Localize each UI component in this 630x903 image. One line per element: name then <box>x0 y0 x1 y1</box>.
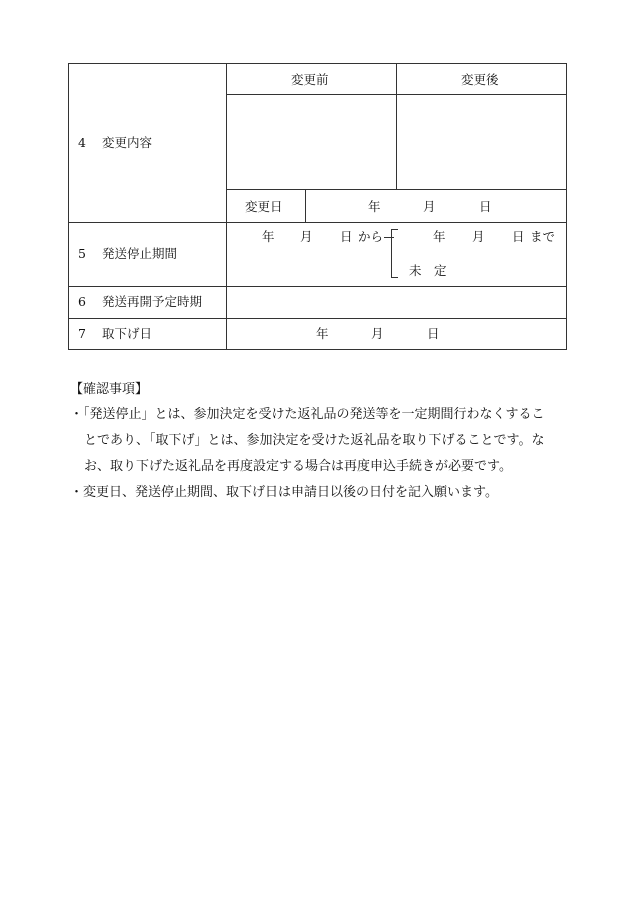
note-item2: ・変更日、発送停止期間、取下げ日は申請日以後の日付を記入願います。 <box>70 485 498 500</box>
change-date-day: 日 <box>479 199 492 214</box>
suspension-end-day: 日 <box>512 229 525 244</box>
note-item1-line1: ・「発送停止」とは、参加決定を受けた返礼品の発送等を一定期間行わなくするこ <box>70 407 545 422</box>
after-input-cell[interactable] <box>398 96 565 189</box>
table-border-left <box>68 63 69 350</box>
brace-top-tick <box>391 229 398 230</box>
row-label-change-content: 変更内容 <box>102 135 153 150</box>
table-border-top <box>68 63 567 64</box>
row-number-5: 5 <box>78 246 86 261</box>
row-label-resume-period: 発送再開予定時期 <box>102 294 203 309</box>
note-item1-line2: とであり、「取下げ」とは、参加決定を受けた返礼品を取り下げることです。な <box>84 433 545 448</box>
suspension-end-month: 月 <box>472 229 485 244</box>
before-input-cell[interactable] <box>228 96 395 189</box>
brace-bottom-tick <box>391 277 398 278</box>
suspension-until-text: まで <box>530 229 556 244</box>
change-date-label: 変更日 <box>245 199 283 214</box>
brace-mid-tick <box>384 237 394 238</box>
withdrawal-year: 年 <box>316 326 329 341</box>
suspension-from-text: から <box>358 229 384 244</box>
table-border-right <box>566 63 567 350</box>
row-number-7: 7 <box>78 326 86 341</box>
table-border-bottom <box>68 349 567 350</box>
row-number-6: 6 <box>78 294 86 309</box>
row4-bottom <box>68 222 567 223</box>
withdrawal-day: 日 <box>427 326 440 341</box>
suspension-start-year: 年 <box>262 229 275 244</box>
withdrawal-month: 月 <box>371 326 384 341</box>
suspension-start-day: 日 <box>340 229 353 244</box>
before-after-divider <box>396 63 397 190</box>
change-date-month: 月 <box>423 199 436 214</box>
row-number-4: 4 <box>78 135 86 150</box>
resume-period-input-cell[interactable] <box>228 288 565 317</box>
brace-vertical <box>391 229 392 278</box>
suspension-undecided: 未 定 <box>409 263 447 278</box>
notes-heading: 【確認事項】 <box>70 382 149 397</box>
before-header: 変更前 <box>291 72 329 87</box>
row-label-suspension-period: 発送停止期間 <box>102 246 178 261</box>
suspension-end-year: 年 <box>433 229 446 244</box>
label-column-divider <box>226 63 227 350</box>
change-date-year: 年 <box>368 199 381 214</box>
suspension-start-month: 月 <box>300 229 313 244</box>
note-item1-line3: お、取り下げた返礼品を再度設定する場合は再度申込手続きが必要です。 <box>84 459 512 474</box>
change-date-label-divider <box>305 189 306 223</box>
row5-bottom <box>68 286 567 287</box>
row-label-withdrawal-date: 取下げ日 <box>102 326 153 341</box>
row6-bottom <box>68 318 567 319</box>
after-header: 変更後 <box>461 72 499 87</box>
